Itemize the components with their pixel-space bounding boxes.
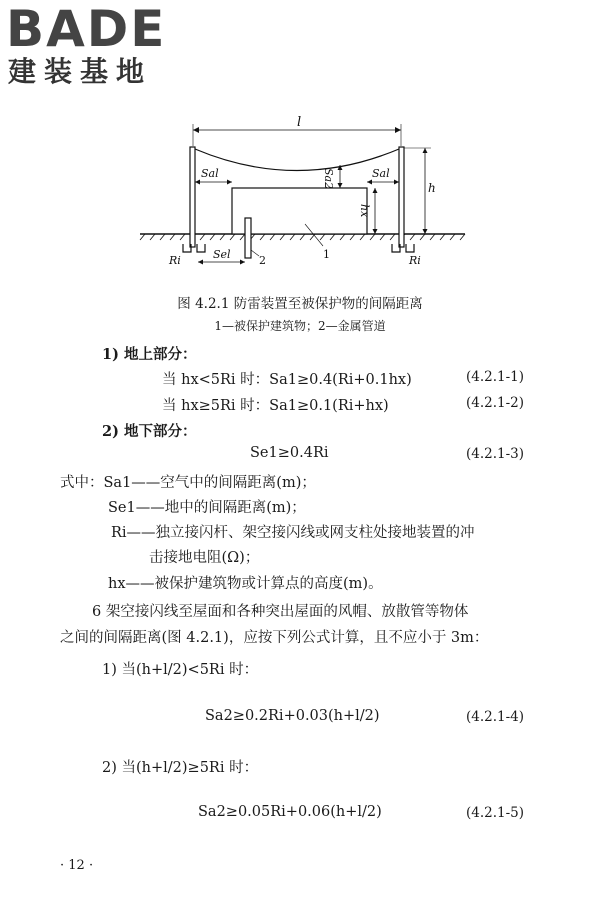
paragraph-6-line2: 之间的间隔距离(图 4.2.1)，应按下列公式计算，且不应小于 3m： bbox=[60, 630, 489, 646]
equation-number-3: (4.2.1-3) bbox=[466, 446, 525, 462]
ground-hatch bbox=[140, 234, 465, 240]
paragraph-6-line1: 6 架空接闪线至屋面和各种突出屋面的风帽、放散管等物体 bbox=[92, 604, 469, 620]
equation-4-2-1-1: 当 hx<5Ri 时：Sa1≥0.4(Ri+0.1hx) bbox=[162, 372, 412, 388]
ri-right-label: Ri bbox=[409, 254, 421, 267]
condition-1: 1) 当(h+l/2)<5Ri 时： bbox=[102, 662, 259, 678]
definition-hx: hx——被保护建筑物或计算点的高度(m)。 bbox=[108, 576, 383, 592]
bade-logo: BADE bbox=[6, 0, 167, 58]
equation-number-4: (4.2.1-4) bbox=[466, 709, 525, 725]
right-mast bbox=[399, 147, 404, 247]
condition-2: 2) 当(h+l/2)≥5Ri 时： bbox=[102, 760, 259, 776]
definition-se1: Se1——地中的间隔距离(m)； bbox=[108, 500, 306, 516]
lightning-protection-diagram bbox=[135, 112, 475, 277]
se1-label: Sel bbox=[213, 248, 231, 261]
below-ground-heading: 2) 地下部分： bbox=[102, 423, 197, 440]
equation-number-2: (4.2.1-2) bbox=[466, 395, 525, 411]
equation-4-2-1-4: Sa2≥0.2Ri+0.03(h+l/2) bbox=[205, 708, 380, 724]
callout-1: 1 bbox=[323, 248, 330, 261]
definition-ri-line1: Ri——独立接闪杆、架空接闪线或网支柱处接地装置的冲 bbox=[111, 525, 475, 541]
logo-subtitle: 建装基地 bbox=[8, 55, 153, 88]
above-ground-heading: 1) 地上部分： bbox=[102, 346, 197, 363]
equation-number-5: (4.2.1-5) bbox=[466, 805, 525, 821]
h-label: h bbox=[428, 181, 436, 195]
hx-label: hx bbox=[358, 204, 371, 218]
left-mast bbox=[190, 147, 195, 247]
ri-left-label: Ri bbox=[169, 254, 181, 267]
sa2-label: Sa2 bbox=[322, 168, 335, 190]
equation-4-2-1-3: Se1≥0.4Ri bbox=[250, 445, 329, 461]
definition-sa1: 式中：Sa1——空气中的间隔距离(m)； bbox=[60, 475, 316, 491]
sa1-right-label: Sal bbox=[372, 167, 390, 180]
sa1-left-label: Sal bbox=[201, 167, 219, 180]
equation-4-2-1-5: Sa2≥0.05Ri+0.06(h+l/2) bbox=[198, 804, 382, 820]
callout-2: 2 bbox=[259, 254, 266, 267]
definition-ri-line2: 击接地电阻(Ω)； bbox=[149, 550, 260, 566]
overhead-wire bbox=[195, 149, 399, 171]
span-label: l bbox=[297, 115, 302, 130]
equation-4-2-1-2: 当 hx≥5Ri 时：Sa1≥0.1(Ri+hx) bbox=[162, 398, 389, 414]
figure-caption: 图 4.2.1 防雷装置至被保护物的间隔距离 bbox=[177, 296, 423, 312]
protected-building bbox=[232, 188, 367, 234]
figure-legend: 1—被保护建筑物；2—金属管道 bbox=[214, 319, 386, 333]
equation-number-1: (4.2.1-1) bbox=[466, 369, 525, 385]
page-number: · 12 · bbox=[60, 858, 94, 873]
metal-pipe bbox=[245, 218, 251, 258]
